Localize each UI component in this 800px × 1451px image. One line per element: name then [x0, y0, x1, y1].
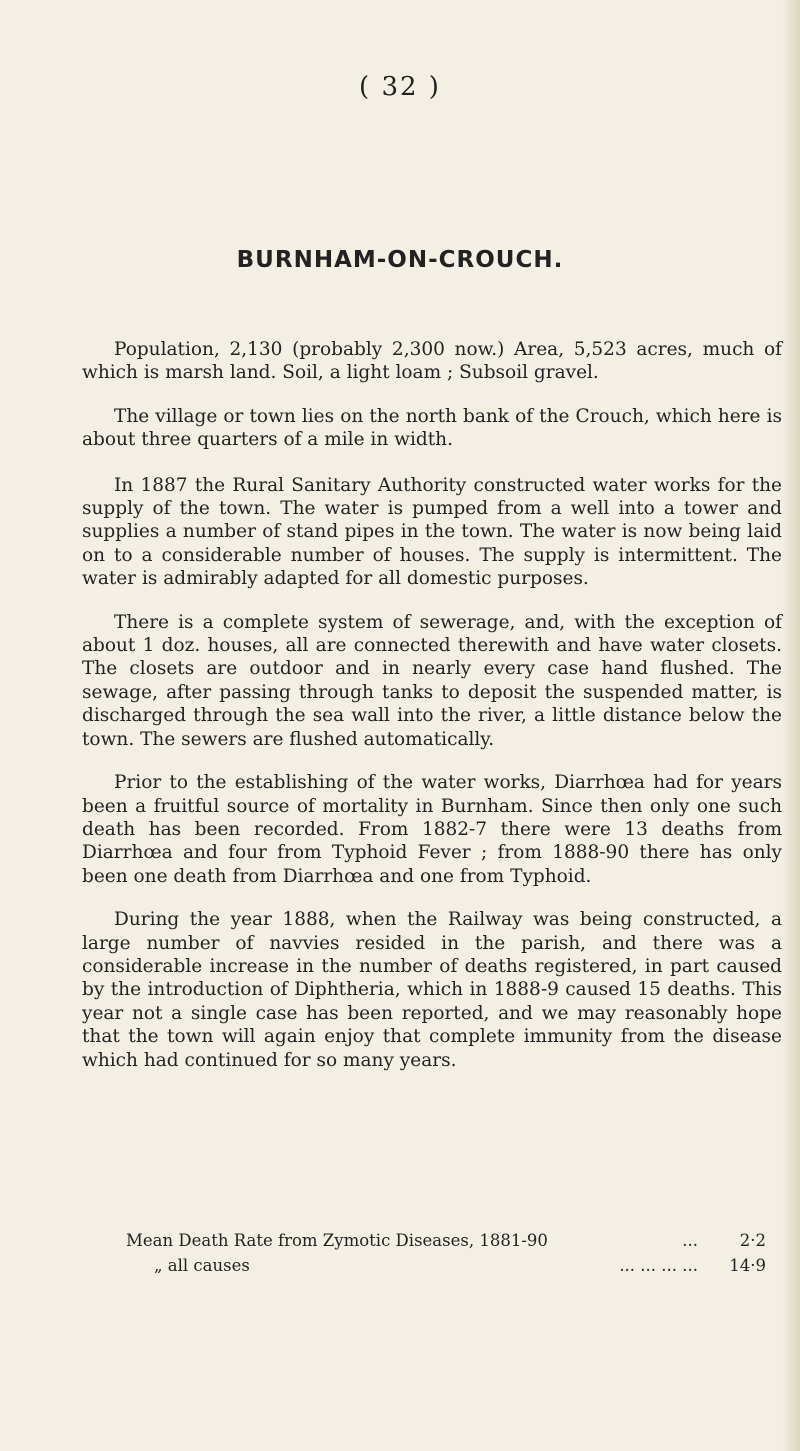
page-edge-shadow [782, 0, 800, 1451]
death-rate-table [126, 1228, 766, 1278]
stat-row-zymotic [126, 1228, 766, 1253]
paragraph-water-works: In 1887 the Rural Sanitary Authority constructed water works for the supply of the town. The water is pumped from a well into a tower and supplies a number of stand pipes in the town. The water is now being laid on to a considerable number of houses. The supply is intermittent. The water is admirably adapted for all domestic purposes. [82, 474, 782, 590]
paragraph-location: The village or town lies on the north bank of the Crouch, which here is about three quarters of a mile in width. [82, 405, 782, 451]
stat-row-all-causes [126, 1253, 766, 1278]
stat-value: 2·2 [739, 1231, 766, 1250]
section-title: BURNHAM-ON-CROUCH. [236, 247, 564, 273]
paragraph-diphtheria: During the year 1888, when the Railway was being constructed, a large number of navvies resided in the parish, and there was a considerable increase in the number of deaths registered, in part caused by the introduction of Diphtheria, which in 1888-9 caused 15 deaths. This year not a single case has been reported, and we may reasonably hope that the town will again enjoy that complete immunity from the disease which had continued for so many years. [82, 909, 782, 1071]
paragraph-population: Population, 2,130 (probably 2,300 now.) Area, 5,523 acres, much of which is marsh land. Soil, a light loam ; Subsoil gravel. [82, 339, 782, 384]
body-text [82, 338, 782, 1092]
stat-leader-dots: ... ... ... ... [619, 1256, 698, 1275]
stat-value: 14·9 [729, 1256, 766, 1275]
page-number: ( 32 ) [359, 72, 441, 102]
stat-leader-dots: ... [682, 1231, 698, 1250]
stat-label: „ all causes [154, 1256, 250, 1275]
stat-label: Mean Death Rate from Zymotic Diseases, 1881-90 [126, 1231, 548, 1250]
paragraph-sewerage: There is a complete system of sewerage, and, with the exception of about 1 doz. houses, all are connected therewith and have water closets. The closets are outdoor and in nearly every case hand flushed. The sewage, after passing through tanks to deposit the suspended matter, is discharged through the sea wall into the river, a little distance below the town. The sewers are flushed automatically. [82, 611, 782, 750]
paragraph-diarrhoea: Prior to the establishing of the water works, Diarrhœa had for years been a fruitful source of mortality in Burnham. Since then only one such death has been recorded. From 1882-7 there were 13 deaths from Diarrhœa and four from Typhoid Fever ; from 1888-90 there has only been one death from Diarrhœa and one from Typhoid. [82, 772, 782, 887]
